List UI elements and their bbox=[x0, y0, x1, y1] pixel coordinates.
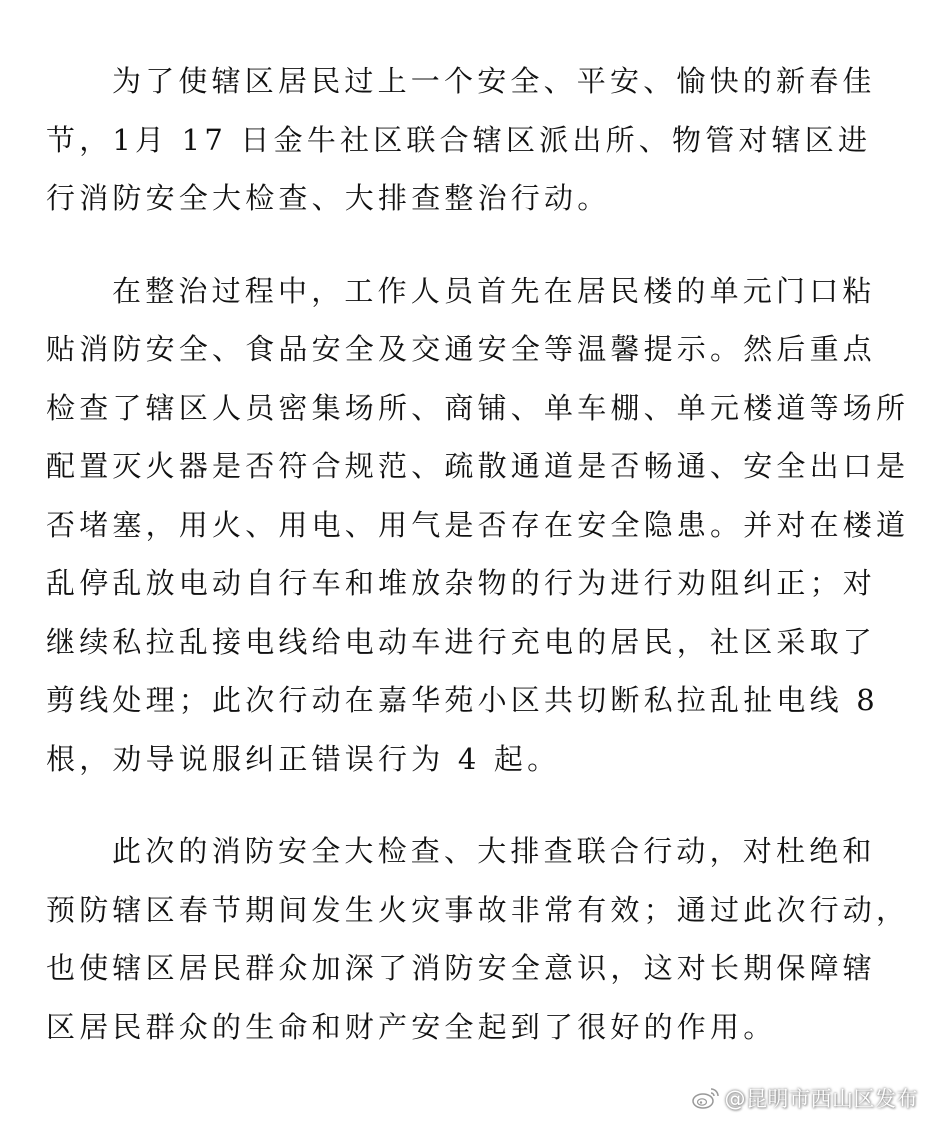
text-line: 在整治过程中，工作人员首先在居民楼的单元门口粘 bbox=[112, 273, 876, 308]
text-line: 继续私拉乱接电线给电动车进行充电的居民，社区采取了 bbox=[46, 624, 877, 659]
watermark-text: @昆明市西山区发布 bbox=[724, 1087, 918, 1111]
document-body bbox=[46, 52, 910, 1056]
text-line: 行消防安全大检查、大排查整治行动。 bbox=[46, 181, 611, 215]
text-line: 否堵塞，用火、用电、用气是否存在安全隐患。并对在楼道 bbox=[46, 507, 910, 542]
text-line: 剪线处理；此次行动在嘉华苑小区共切断私拉乱扯电线 8 bbox=[46, 683, 879, 717]
text-line: 检查了辖区人员密集场所、商铺、单车棚、单元楼道等场所 bbox=[46, 390, 910, 425]
weibo-icon bbox=[691, 1086, 721, 1110]
text-line: 为了使辖区居民过上一个安全、平安、愉快的新春佳 bbox=[112, 64, 876, 98]
text-line: 预防辖区春节期间发生火灾事故非常有效；通过此次行动， bbox=[46, 892, 910, 927]
paragraph-conclusion bbox=[46, 822, 910, 1056]
text-line: 配置灭火器是否符合规范、疏散通道是否畅通、安全出口是 bbox=[46, 449, 910, 483]
text-line: 乱停乱放电动自行车和堆放杂物的行为进行劝阻纠正；对 bbox=[46, 566, 877, 600]
paragraph-actions bbox=[46, 262, 910, 789]
weibo-watermark bbox=[691, 1083, 919, 1113]
text-line: 根，劝导说服纠正错误行为 4 起。 bbox=[46, 741, 561, 776]
text-line: 此次的消防安全大检查、大排查联合行动，对杜绝和 bbox=[112, 834, 876, 868]
text-line: 也使辖区居民群众加深了消防安全意识，这对长期保障辖 bbox=[46, 951, 877, 985]
text-line: 节，1月 17 日金牛社区联合辖区派出所、物管对辖区进 bbox=[46, 122, 872, 157]
paragraph-intro bbox=[46, 52, 876, 228]
text-line: 区居民群众的生命和财产安全起到了很好的作用。 bbox=[46, 1009, 777, 1044]
text-line: 贴消防安全、食品安全及交通安全等温馨提示。然后重点 bbox=[46, 332, 877, 366]
